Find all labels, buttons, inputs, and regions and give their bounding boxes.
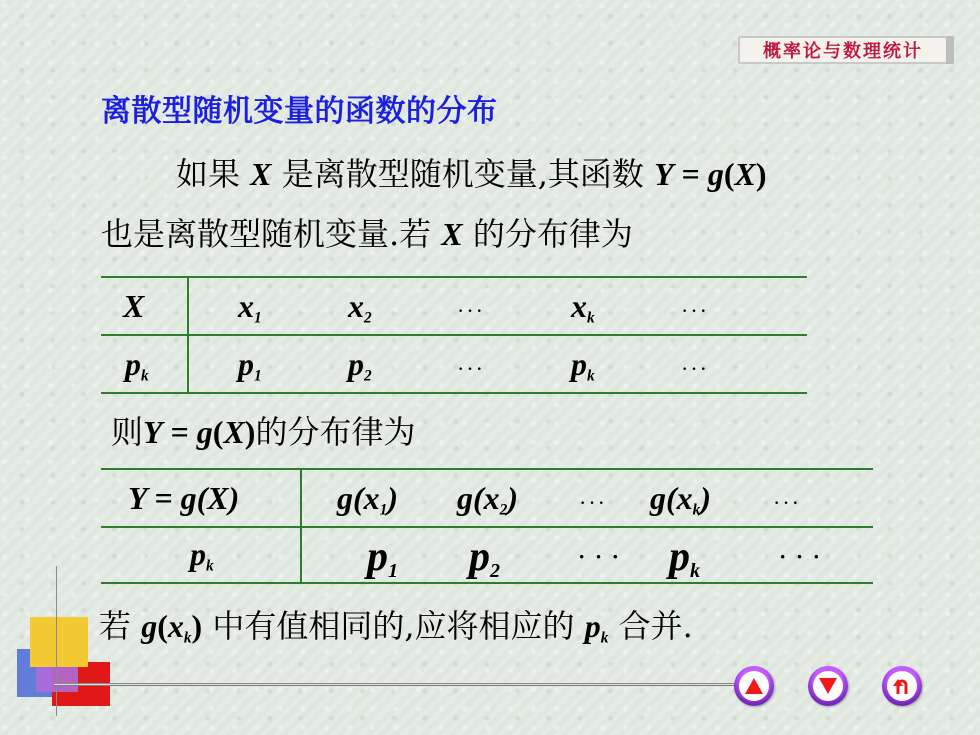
next-slide-button[interactable] [808, 666, 848, 706]
paragraph-2-text-a: 也是离散型随机变量.若 [101, 215, 442, 253]
math-g: g [707, 156, 724, 192]
math-equals: = [162, 414, 197, 450]
table1-cell-base: p [571, 346, 587, 382]
table1-top-rule [101, 276, 807, 278]
math-g: g [141, 608, 158, 644]
table2-cell-base: x [483, 480, 500, 516]
table1-ellipsis: ··· [457, 298, 485, 323]
paragraph-1-text-b: 是离散型随机变量,其函数 [271, 155, 655, 193]
table2-top-rule [101, 468, 873, 470]
table2-cell [650, 482, 711, 518]
table1-cell-sub: k [587, 367, 595, 385]
paragraph-3-text-a: 则 [111, 413, 144, 451]
table2-cell-sub: k [690, 560, 701, 583]
table2-header-text: Y = g(X) [128, 480, 240, 516]
table1-cell-base: p [348, 346, 364, 382]
table2-cell [469, 536, 500, 581]
table1-cell-sub: 2 [364, 309, 372, 327]
table2-cell-post: ) [507, 480, 518, 516]
table2-header-p-sub: k [206, 557, 214, 575]
paragraph-4-text-b: 中有值相同的,应将相应的 [202, 607, 585, 645]
math-rparen: ) [755, 156, 767, 192]
math-rparen: ) [191, 608, 203, 644]
table2-cell [337, 482, 398, 518]
table2-cell-sub: 1 [388, 560, 399, 583]
paragraph-1 [176, 155, 767, 193]
table1-cell-base: x [571, 288, 587, 324]
table1-cell [348, 290, 372, 326]
table1-header-x: X [123, 288, 145, 324]
slide-title: 离散型随机变量的函数的分布 [101, 94, 498, 129]
table2-cell-pre: g( [650, 480, 677, 516]
table2-cell-sub: 2 [490, 560, 501, 583]
table2-cell-base: p [367, 534, 388, 580]
course-badge-text: 概率论与数理统计 [763, 41, 923, 61]
paragraph-4 [99, 607, 693, 647]
decorative-vertical-line [56, 566, 57, 716]
triangle-up-icon [734, 666, 774, 706]
course-badge [738, 36, 948, 64]
table1-header-p-base: p [125, 346, 141, 382]
table2-mid-rule [101, 526, 873, 528]
table2-bottom-rule [101, 582, 873, 584]
prev-slide-button[interactable] [734, 666, 774, 706]
paragraph-4-text-a: 若 [99, 607, 142, 645]
table1-ellipsis: ··· [457, 356, 485, 381]
table2-divider [300, 468, 302, 584]
table1-cell-base: p [238, 346, 254, 382]
math-lparen: ( [212, 414, 224, 450]
table2-cell [367, 536, 398, 581]
math-g: g [196, 414, 213, 450]
table1-bottom-rule [101, 392, 807, 394]
table1-header-p-sub: k [141, 367, 149, 385]
table2-cell-base: x [676, 480, 693, 516]
triangle-down-icon [808, 666, 848, 706]
paragraph-2 [101, 215, 633, 253]
math-p: p [584, 608, 601, 644]
math-rparen: ) [244, 414, 256, 450]
math-X: X [250, 156, 272, 192]
table2-cell-base: x [363, 480, 380, 516]
math-equals: = [673, 156, 708, 192]
math-X: X [441, 216, 463, 252]
table1-header-p [125, 348, 149, 384]
table2-cell-base: p [669, 534, 690, 580]
table2-ellipsis: · · · [578, 544, 622, 569]
table1-ellipsis: ··· [681, 356, 709, 381]
paragraph-3-text-b: 的分布律为 [255, 413, 416, 451]
math-X: X [223, 414, 245, 450]
table1-cell-sub: k [587, 309, 595, 327]
table1-cell-base: x [348, 288, 364, 324]
bottom-divider [54, 683, 738, 686]
math-lparen: ( [157, 608, 168, 644]
table1-cell [571, 348, 595, 384]
math-Y: Y [143, 414, 163, 450]
table2-cell [457, 482, 518, 518]
table2-cell-pre: g( [457, 480, 484, 516]
table1-cell-sub: 1 [254, 309, 262, 327]
math-sub-k: k [183, 629, 192, 647]
math-lparen: ( [723, 156, 735, 192]
table2-header-y [128, 482, 239, 514]
table2-cell [669, 536, 700, 581]
table2-ellipsis: ··· [773, 490, 801, 515]
table2-cell-sub: 1 [379, 501, 388, 519]
table1-cell-base: x [238, 288, 254, 324]
table2-cell-pre: g( [337, 480, 364, 516]
table1-cell [348, 348, 372, 384]
table2-cell-post: ) [387, 480, 398, 516]
table1-cell-sub: 1 [254, 367, 262, 385]
math-Y: Y [654, 156, 674, 192]
paragraph-2-text-b: 的分布律为 [462, 215, 633, 253]
math-x: x [167, 608, 184, 644]
paragraph-3 [111, 413, 416, 451]
table1-mid-rule [101, 334, 807, 336]
table2-ellipsis: · · · [779, 544, 823, 569]
table1-cell [238, 290, 262, 326]
return-button[interactable] [882, 666, 922, 706]
paragraph-4-text-c: 合并. [608, 607, 693, 645]
table2-header-p [190, 538, 214, 574]
table1-cell-sub: 2 [364, 367, 372, 385]
table2-cell-sub: k [692, 501, 701, 519]
table2-header-p-base: p [190, 536, 206, 572]
table1-divider [187, 276, 189, 394]
table1-cell [238, 348, 262, 384]
return-arrow-icon [882, 666, 922, 706]
table2-ellipsis: ··· [579, 490, 607, 515]
math-sub-k: k [600, 629, 609, 647]
table1-cell [571, 290, 595, 326]
table1-ellipsis: ··· [681, 298, 709, 323]
math-X: X [734, 156, 756, 192]
table2-cell-post: ) [700, 480, 711, 516]
table2-cell-base: p [469, 534, 490, 580]
decorative-yellow-square [30, 617, 88, 667]
paragraph-1-text-a: 如果 [176, 155, 251, 193]
table2-cell-sub: 2 [499, 501, 508, 519]
